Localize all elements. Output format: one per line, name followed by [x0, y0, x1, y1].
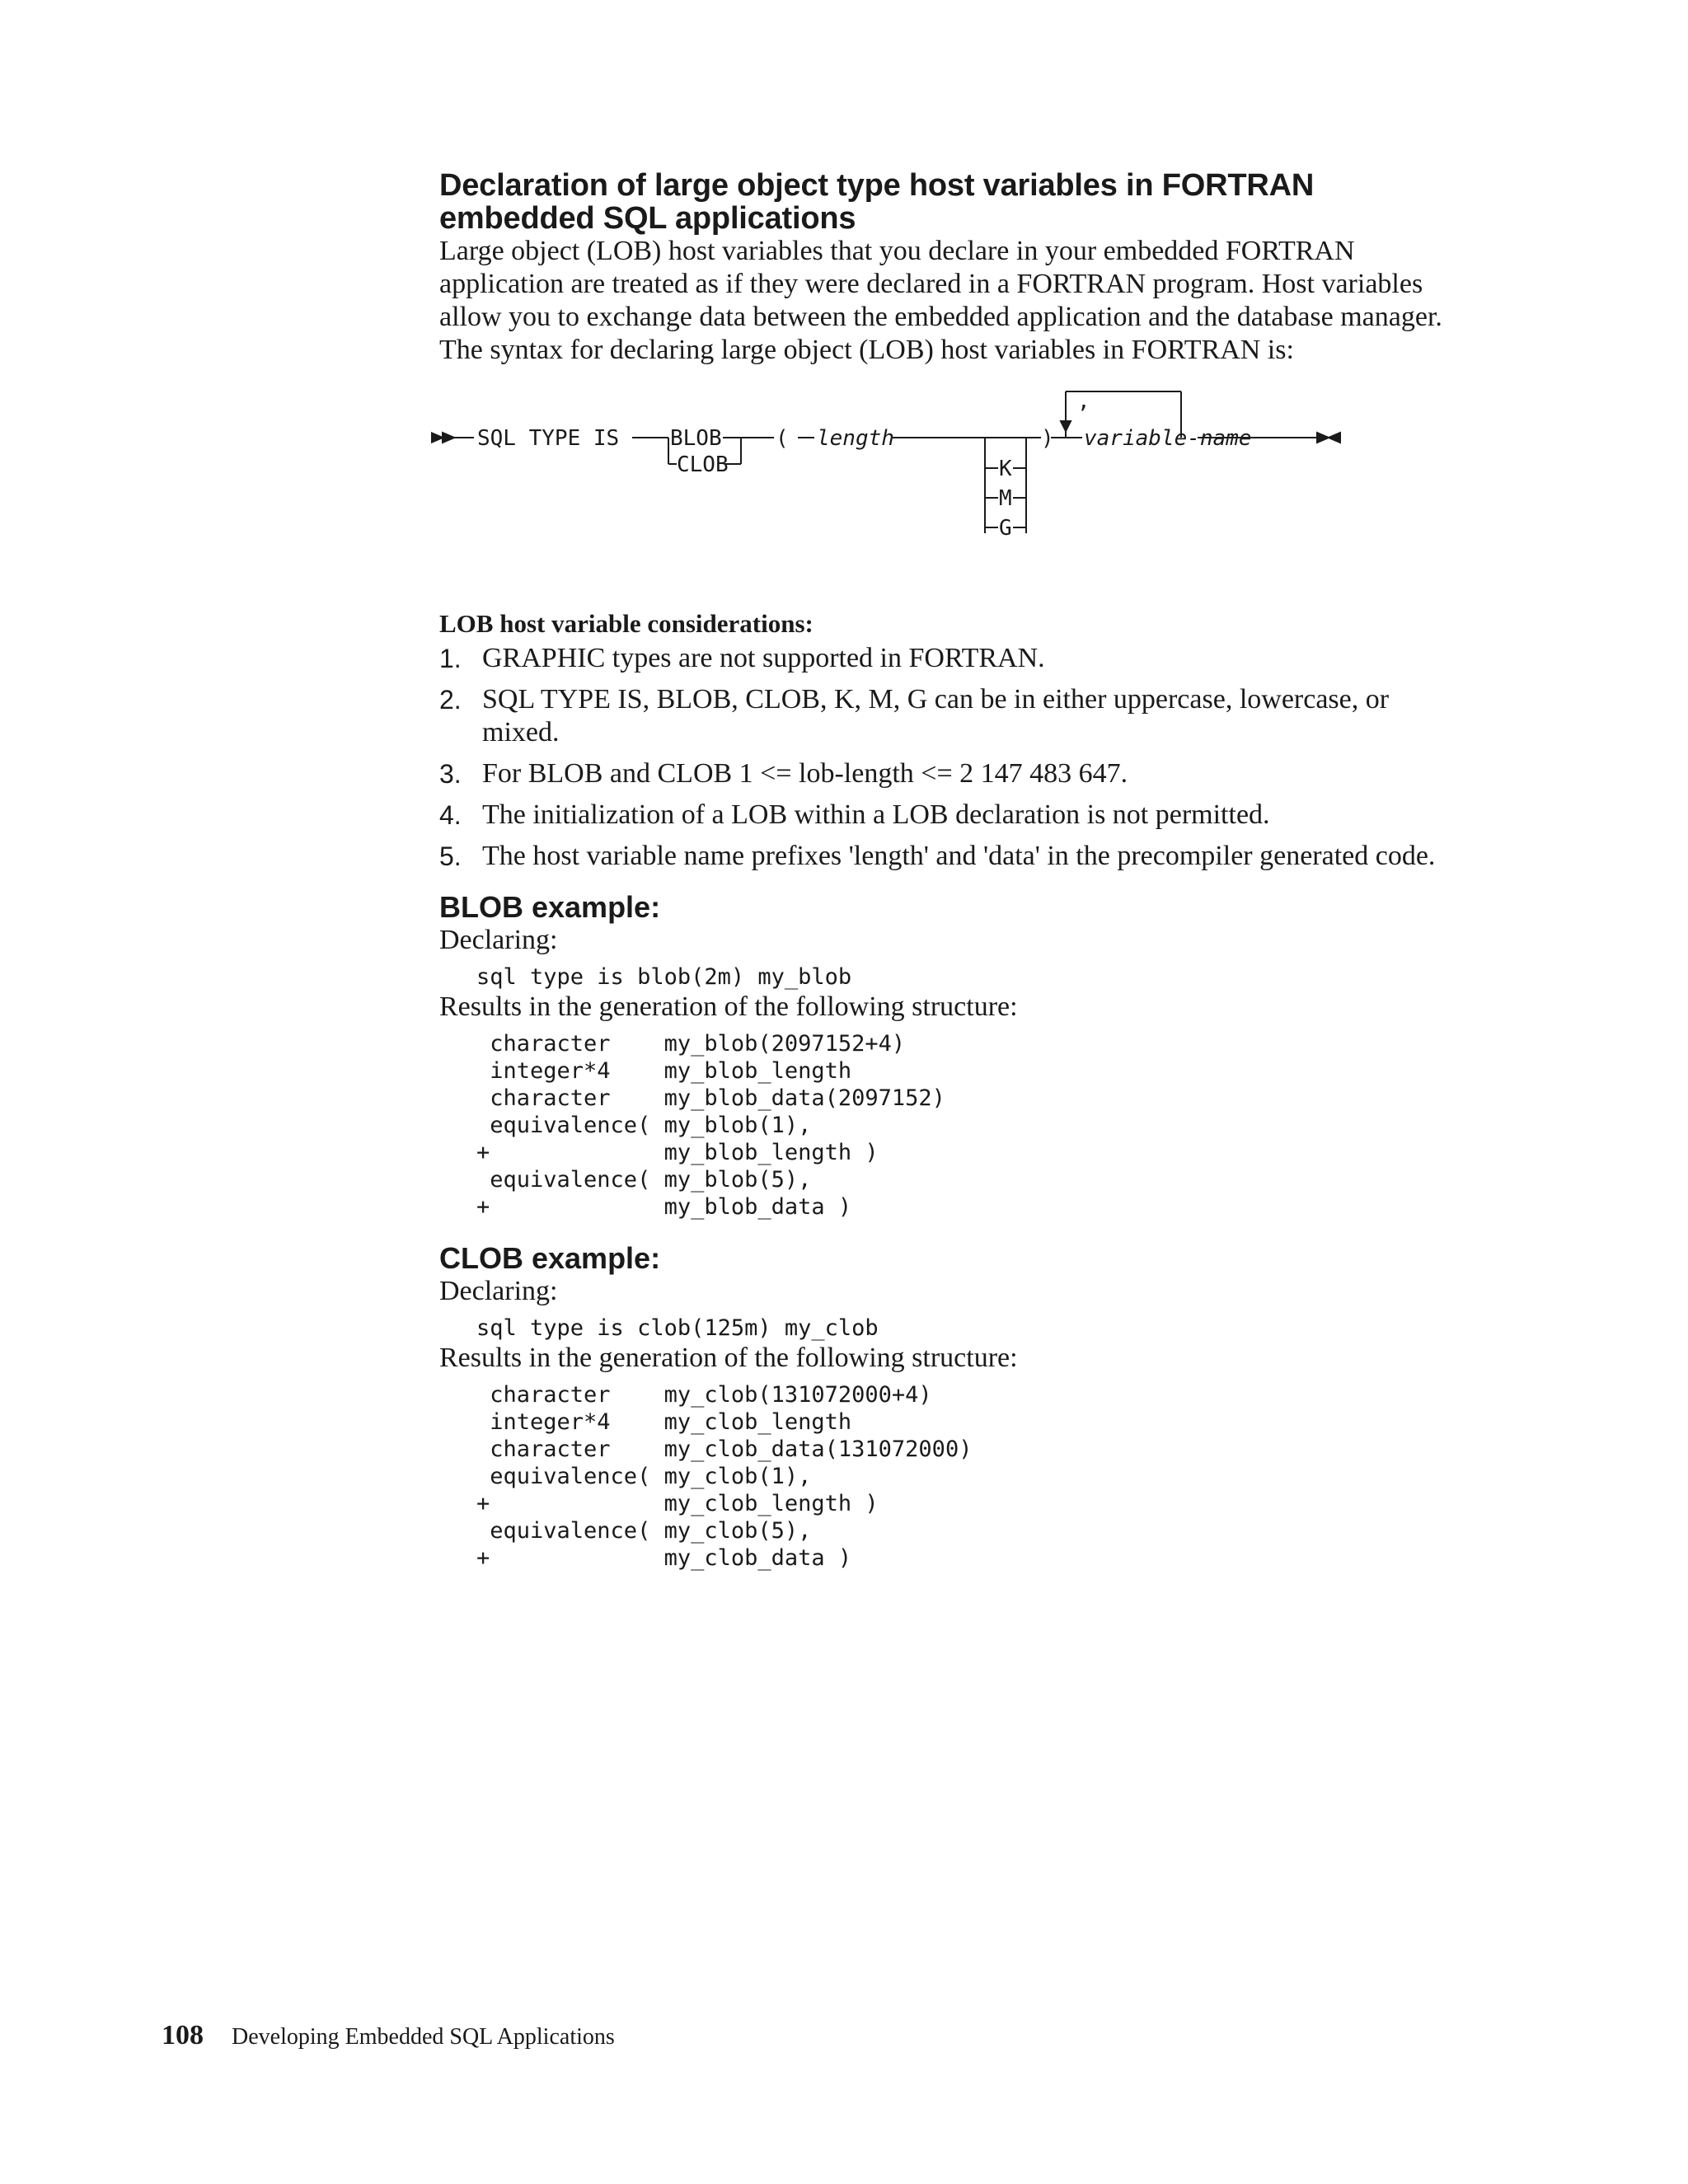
page-title: Declaration of large object type host variables in FORTRAN embedded SQL applications [439, 168, 1315, 236]
list-item-number: 3. [439, 759, 462, 789]
list-item-text: The host variable name prefixes 'length' and 'data' in the precompiler generated code. [482, 841, 1436, 871]
blob-structure-code: character my_blob(2097152+4) integer*4 my_blob_length character my_blob_data(2097152) equivalence( my_blob(1), + my_blob_length ) equivalence( my_blob(5), + my_blob_data ) [476, 1031, 945, 1220]
syntax-length: length [817, 426, 894, 451]
repeat-arrow [1061, 421, 1071, 431]
list-item-number: 1. [439, 644, 462, 673]
syntax-type-clob: CLOB [677, 452, 729, 477]
list-item-text: The initialization of a LOB within a LOB declaration is not permitted. [482, 799, 1270, 830]
syntax-diagram [439, 385, 1470, 583]
clob-declaration-code: sql type is clob(125m) my_clob [476, 1315, 879, 1341]
blob-example-heading: BLOB example: [439, 890, 661, 924]
list-item [439, 683, 1470, 749]
list-item [439, 799, 1470, 832]
list-item-number: 5. [439, 841, 462, 871]
clob-declaring-label: Declaring: [439, 1276, 558, 1306]
syntax-type-blob: BLOB [670, 426, 722, 451]
list-item [439, 840, 1470, 873]
syntax-close-paren: ) [1041, 426, 1054, 451]
page-number: 108 [162, 2020, 204, 2050]
considerations-heading: LOB host variable considerations: [439, 609, 814, 638]
blob-declaring-label: Declaring: [439, 925, 558, 955]
considerations-list [439, 642, 1470, 873]
page-content [439, 169, 1470, 1572]
clob-example-heading: CLOB example: [439, 1241, 661, 1275]
book-title: Developing Embedded SQL Applications [232, 2024, 615, 2050]
blob-declaration-code: sql type is blob(2m) my_blob [476, 964, 852, 990]
list-item-number: 4. [439, 800, 462, 830]
page-footer [162, 2021, 615, 2052]
list-item [439, 757, 1470, 790]
list-item-text: For BLOB and CLOB 1 <= lob-length <= 2 147 483 647. [482, 758, 1128, 789]
syntax-unit-k: K [999, 457, 1012, 481]
syntax-open-paren: ( [776, 426, 789, 451]
start-marker-2 [443, 433, 454, 443]
list-item-number: 2. [439, 685, 462, 715]
list-item [439, 642, 1470, 675]
start-marker [431, 433, 443, 443]
syntax-repeat-separator: , [1077, 389, 1090, 414]
intro-paragraph: Large object (LOB) host variables that you declare in your embedded FORTRAN application are treated as if they were declared in a FORTRAN program. Host variables allow you to exchange data between the embedded application and the database manager. [439, 236, 1442, 332]
syntax-variable-name: variable-name [1084, 426, 1252, 451]
clob-results-label: Results in the generation of the following structure: [439, 1343, 1018, 1373]
syntax-unit-m: M [999, 486, 1012, 511]
list-item-text: GRAPHIC types are not supported in FORTRAN. [482, 643, 1045, 673]
list-item-text: SQL TYPE IS, BLOB, CLOB, K, M, G can be in either uppercase, lowercase, or mixed. [482, 684, 1390, 748]
syntax-diagram-svg [431, 385, 1470, 583]
clob-structure-code: character my_clob(131072000+4) integer*4 my_clob_length character my_clob_data(131072000) equivalence( my_clob(1), + my_clob_length ) equivalence( my_clob(5), + my_clob_data ) [476, 1382, 973, 1571]
syntax-keyword: SQL TYPE IS [477, 426, 620, 451]
syntax-unit-g: G [999, 516, 1012, 541]
blob-results-label: Results in the generation of the following structure: [439, 991, 1018, 1022]
end-marker-2 [1329, 433, 1340, 443]
syntax-intro-paragraph: The syntax for declaring large object (LOB) host variables in FORTRAN is: [439, 335, 1294, 365]
